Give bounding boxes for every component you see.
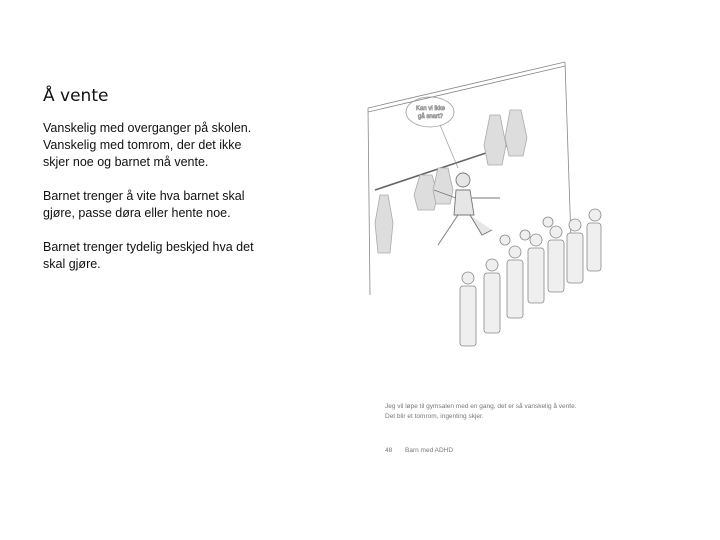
paragraph-line: Vanskelig med tomrom, der det ikke	[43, 138, 242, 152]
sketch-drawing	[360, 40, 610, 460]
paragraph-2	[43, 188, 273, 222]
hanging-coats	[375, 110, 527, 253]
caption-line-2: Det blir et tomrom, ingenting skjer.	[385, 413, 484, 420]
paragraph-line: Barnet trenger tydelig beskjed hva det	[43, 240, 254, 254]
illustration-children-waiting	[360, 40, 610, 460]
caption-line-1: Jeg vil løpe til gymsalen med en gang, det er så vanskelig å vente.	[385, 403, 577, 410]
speech-line-2: gå snart?	[418, 114, 444, 120]
book-title: Barn med ADHD	[405, 447, 454, 454]
speech-bubble	[406, 97, 458, 168]
paragraph-3	[43, 239, 273, 273]
speech-line-1: Kan vi ikke	[416, 106, 446, 112]
paragraph-line: Vanskelig med overganger på skolen.	[43, 121, 252, 135]
paragraph-line: skjer noe og barnet må vente.	[43, 155, 209, 169]
slide-title: Å vente	[43, 86, 109, 106]
paragraph-line: Barnet trenger å vite hva barnet skal	[43, 189, 245, 203]
paragraph-1	[43, 120, 273, 171]
text-column	[43, 86, 273, 290]
page-number: 48	[385, 447, 393, 454]
paragraph-line: gjøre, passe døra eller hente noe.	[43, 206, 231, 220]
paragraph-line: skal gjøre.	[43, 257, 101, 271]
